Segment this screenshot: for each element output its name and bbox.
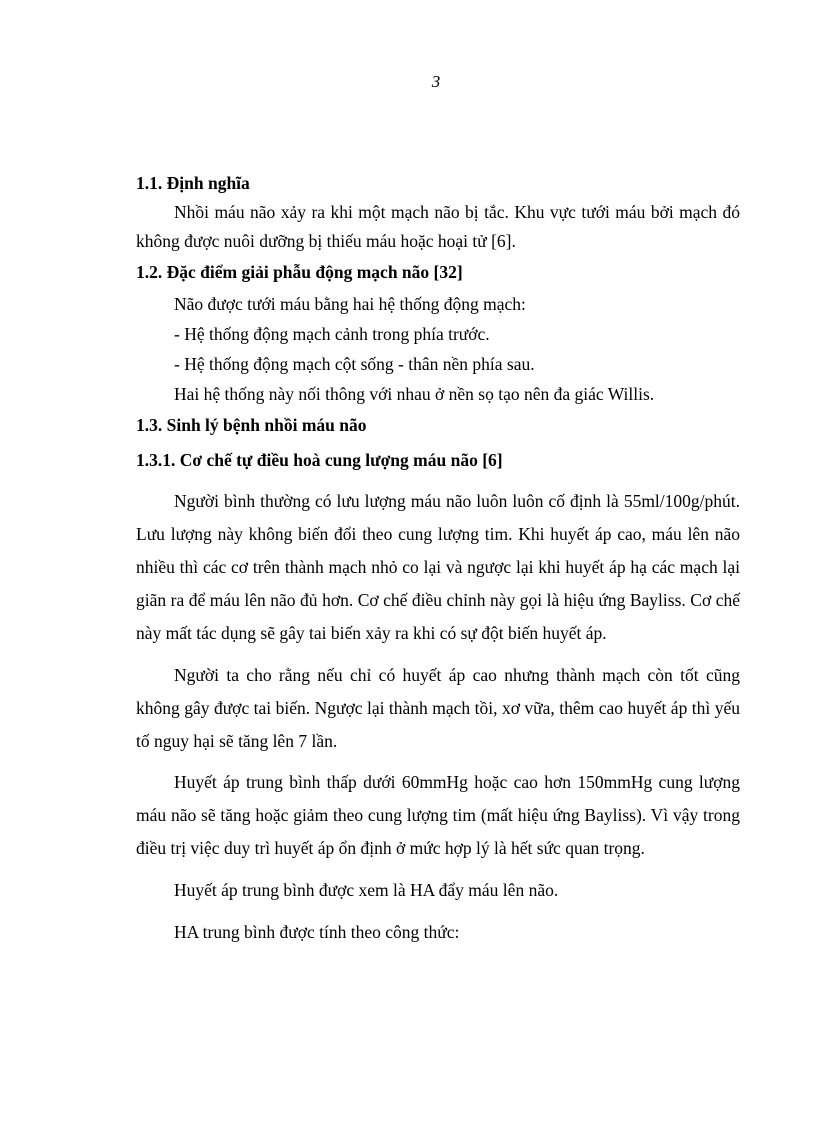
page-number: 3 (431, 72, 441, 91)
anatomy-list-item: - Hệ thống động mạch cột sống - thân nền phía sau. (174, 354, 535, 374)
autoregulation-paragraph-2: Người ta cho rằng nếu chỉ có huyết áp cao nhưng thành mạch còn tốt cũng không gây được tai biến. Ngược lại thành mạch tồi, xơ vữa, thêm cao huyết áp thì yếu tố nguy hại sẽ tăng lên 7 lần. (136, 665, 740, 751)
section-heading-pathophysiology: 1.3. Sinh lý bệnh nhồi máu não (136, 415, 367, 435)
anatomy-list-item: - Hệ thống động mạch cảnh trong phía trước. (174, 324, 490, 344)
document-body (136, 168, 740, 949)
anatomy-intro: Não được tưới máu bằng hai hệ thống động mạch: (174, 294, 526, 314)
definition-paragraph: Nhồi máu não xảy ra khi một mạch não bị tắc. Khu vực tưới máu bởi mạch đó không được nuôi dưỡng bị thiếu máu hoặc hoại tử [6]. (136, 202, 740, 251)
autoregulation-paragraph-1: Người bình thường có lưu lượng máu não luôn luôn cố định là 55ml/100g/phút. Lưu lượng này không biến đổi theo cung lượng tim. Khi huyết áp cao, máu lên não nhiều thì các cơ trên thành mạch nhỏ co lại và ngược lại khi huyết áp hạ các mạch lại giãn ra để máu lên não đủ hơn. Cơ chế điều chỉnh này gọi là hiệu ứng Bayliss. Cơ chế này mất tác dụng sẽ gây tai biến xảy ra khi có sự đột biến huyết áp. (136, 491, 740, 643)
autoregulation-paragraph-5: HA trung bình được tính theo công thức: (174, 922, 460, 942)
autoregulation-paragraph-4: Huyết áp trung bình được xem là HA đẩy máu lên não. (174, 880, 559, 900)
section-heading-anatomy: 1.2. Đặc điểm giải phẫu động mạch não [32] (136, 262, 463, 282)
autoregulation-paragraph-3: Huyết áp trung bình thấp dưới 60mmHg hoặc cao hơn 150mmHg cung lượng máu não sẽ tăng hoặc giảm theo cung lượng tim (mất hiệu ứng Bayliss). Vì vậy trong điều trị việc duy trì huyết áp ổn định ở mức hợp lý là hết sức quan trọng. (136, 772, 740, 858)
anatomy-closing: Hai hệ thống này nối thông với nhau ở nền sọ tạo nên đa giác Willis. (174, 384, 655, 404)
subsection-heading-autoregulation: 1.3.1. Cơ chế tự điều hoà cung lượng máu não [6] (136, 450, 503, 470)
section-heading-definition: 1.1. Định nghĩa (136, 173, 250, 193)
